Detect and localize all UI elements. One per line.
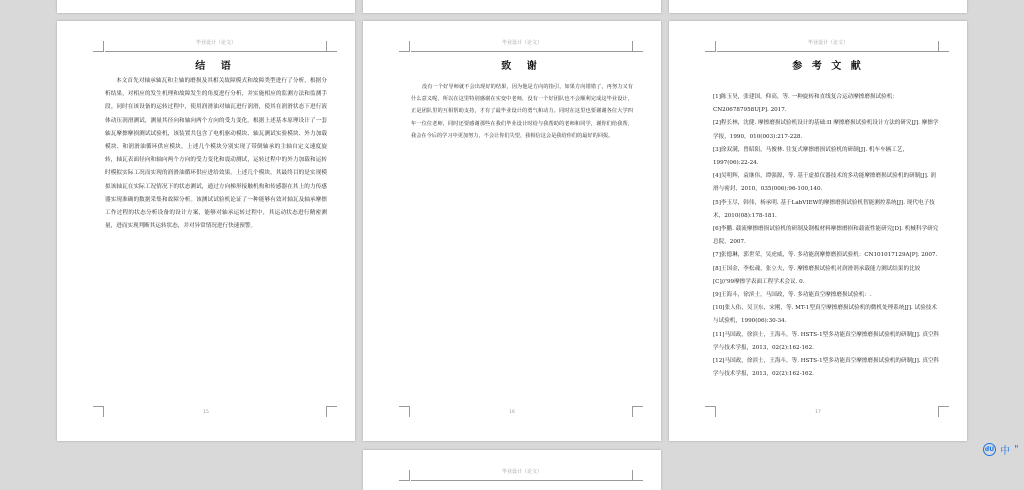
reference-item: [5]李玉尽，韩伟，杨承明. 基于LabVIEW的摩擦磨损试验机智能测控系统[J]. 现代电子技术，2010(08):178-181. [713, 199, 935, 219]
reference-item: [3]徐双满，曾昭阳，马俊林. 往复式摩擦磨损试验机的研制[J]. 机车车辆工艺，1997(06):22-24. [713, 146, 909, 167]
page-partial-top-1 [57, 0, 355, 13]
page-number: 17 [815, 410, 821, 415]
reference-item: [6]李鹏. 载流摩擦磨损试验机的研制及钢板材料摩擦磨损和载流性能研究[D]. 机械科学研究总院，2007. [713, 226, 939, 246]
page-title: 结 语 [195, 61, 237, 72]
crop-mark-top-left [705, 41, 716, 52]
extra-label[interactable]: " [1014, 443, 1019, 455]
crop-mark-top-left [93, 41, 104, 52]
header-rule [717, 51, 939, 52]
crop-mark-top-left [399, 41, 410, 52]
paragraph: 本文首先对轴承轴瓦和主轴的磨损及其相关故障模式和故障类型进行了分析，根据分析结果，对相应的发生机理和故障发生的角度进行分析，并实施相应的监测方法和监测手段。同时在该设备的运转过程中，使用润滑油对轴瓦进行润滑，使其在润滑状态下进行液体动压润滑测试，测量其径向和轴向两个方向的受力变化。根据上述基本原理设计了一套轴瓦摩擦摩损测试试验机，该装置共包含了电机驱动模块、轴瓦测试实验模块、外力加载模块、和润滑油循环供应模块。上述几个模块分别实现了带倒轴承的主轴自定义速度旋转，轴瓦表面径向和轴向两个方向的受力变化和震动测试，运转过程中的外力加载和运转时模拟实际工况而实现的润滑油循环供应进给效果。上述几个模块，其最终目的是实现模拟该轴瓦在实际工况情况下的状态测试，通过方向梯形接触机构和传感器在其上的力传感器实现准确的数据采集和故障分析。该测试试验机论证了一种能够有效对轴瓦及轴承摩擦工作过程的状态分析设备的设计方案，能够对轴承运转过程中，其运动状态进行精密测量，进而实现判断其运转状态，并对异常情况进行快速预警。 [105, 78, 327, 230]
reference-item: [9]王海斗，徐滨士，马国政，等. 多功能真空摩擦磨损试验机：. [713, 292, 872, 299]
reference-item: [11]马国政，徐滨士，王海斗，等. HSTS-1型多功能真空摩擦磨损试验机的研制[J]. 真空科学与技术学报，2013，02(2):162-162. [713, 331, 940, 351]
page-title: 参 考 文 献 [792, 61, 864, 72]
reference-item: [8]王国金，李松魂，张立夫，等. 摩擦磨损试验机对润滑剂承载能力测试结果的比较[C]//'99摩擦学表面工程学术会议. 0. [713, 265, 921, 285]
crop-mark-top-right [938, 41, 949, 52]
language-label[interactable]: 中 [1000, 445, 1010, 457]
header-rule [411, 51, 633, 52]
crop-mark-top-left [399, 470, 410, 481]
reference-item: [1]陈玉昊，张建国，仰高，等. 一种旋转和直线复合运动摩擦磨损试验机：CN206787958U[P]. 2017. [713, 94, 898, 114]
page-acknowledgements [363, 21, 661, 441]
crop-mark-top-right [632, 470, 643, 481]
reference-item: [10]张人佑，吴卫东，宋刚，等. MT-1型真空摩擦磨损试验机的微机处理系统[J]. 试验技术与试验机，1990(06):30-34. [713, 305, 937, 325]
crop-mark-top-right [326, 41, 337, 52]
crop-mark-top-right [632, 41, 643, 52]
page-number: 16 [509, 410, 515, 415]
page-header: 毕业设计（论文） [195, 40, 236, 46]
reference-item: [2]程长林，沈健. 摩擦磨损试验机设计的基础:II 摩擦磨损试验机设计方法的研究[J]. 摩擦学学报，1990，010(003):217-228. [713, 120, 939, 140]
header-rule [105, 51, 327, 52]
page-header: 毕业设计（论文） [501, 40, 542, 46]
page-header: 毕业设计（论文） [501, 469, 542, 475]
header-rule [411, 480, 633, 481]
body-text [411, 81, 633, 142]
translate-icon[interactable]: dU [983, 443, 996, 456]
page-partial-top-3 [669, 0, 967, 13]
page-partial-top-2 [363, 0, 661, 13]
page-conclusion [57, 21, 355, 441]
reference-list [713, 91, 941, 381]
page-number: 15 [203, 410, 209, 415]
reference-item: [4]吴明辉，袁继伟，谭强源，等. 基于虚拟仪器技术的多功能摩擦磨损试验机的研制[J]. 润滑与密封，2010，035(006):96-100,140. [713, 173, 937, 193]
page-header: 毕业设计（论文） [807, 40, 848, 46]
body-text [105, 75, 327, 233]
page-references [669, 21, 967, 441]
reference-item: [12]马国政，徐滨士，王海斗，等. HSTS-1型多功能真空摩擦磨损试验机的研制[J]. 真空科学与技术学报，2013，02(2):162-162. [713, 358, 940, 378]
page-partial-next [363, 450, 661, 490]
page-title: 致 谢 [501, 61, 543, 72]
paragraph: 没有一个好导师就不会出现好的结果，因为他是方向的指引，如果方向错错了，再努力又有什么意义呢，所以在这里特别感谢在实变中老师，没有一个好团队也不会顺利完成这毕业设计，正是团队里的互相帮助支持，才有了最毕业设计的勇气和动力。同时在这里也要谢谢各位大学四年一位位老师，同时还要感谢那些在我们毕业设计时给与我帮助的老师和同学，谢你们给我帮，我会在今后的学习中更加努力，不会让你们失望，我相信这会是我给你们的最好的回报。 [411, 84, 633, 139]
reference-item: [7]张德琳，郭世荣，吴虎威，等. 多功能润摩擦磨损试验机：CN101017129A[P]. 2007. [713, 252, 938, 259]
floating-translate-control[interactable] [983, 441, 1019, 457]
